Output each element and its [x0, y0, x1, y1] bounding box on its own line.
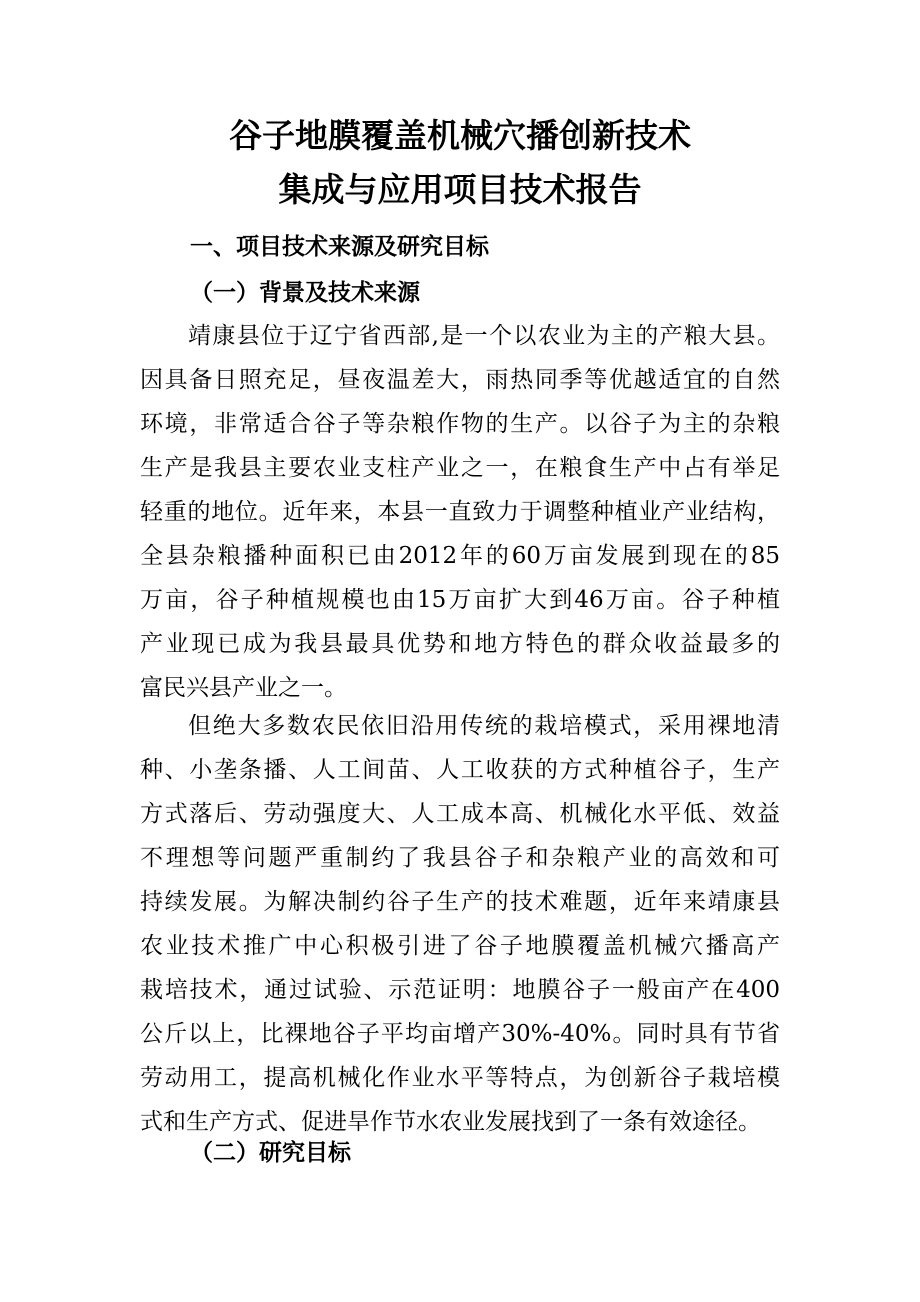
subsection-heading-background: （一）背景及技术来源: [190, 279, 420, 306]
paragraph-line: 种、小垄条播、人工间苗、人工收获的方式种植谷子，生产: [140, 757, 780, 783]
paragraph-line: 式和生产方式、促进旱作节水农业发展找到了一条有效途径。: [140, 1109, 761, 1135]
document-title-line-1: 谷子地膜覆盖机械穴播创新技术: [229, 116, 691, 155]
paragraph-line: 公斤以上，比裸地谷子平均亩增产30%-40%。同时具有节省: [140, 1021, 780, 1047]
subsection-heading-objectives: （二）研究目标: [190, 1139, 351, 1166]
paragraph-line: 生产是我县主要农业支柱产业之一，在粮食生产中占有举足: [140, 455, 780, 481]
paragraph-background: [140, 314, 780, 710]
paragraph-line: 持续发展。为解决制约谷子生产的技术难题，近年来靖康县: [140, 889, 780, 915]
paragraph-line: 但绝大多数农民依旧沿用传统的栽培模式，采用裸地清: [188, 713, 780, 739]
paragraph-line: 方式落后、劳动强度大、人工成本高、机械化水平低、效益: [140, 801, 780, 827]
paragraph-line: 产业现已成为我县最具优势和地方特色的群众收益最多的: [140, 631, 780, 657]
paragraph-line: 劳动用工，提高机械化作业水平等特点，为创新谷子栽培模: [140, 1065, 780, 1091]
paragraph-line: 富民兴县产业之一。: [140, 675, 347, 701]
paragraph-line: 不理想等问题严重制约了我县谷子和杂粮产业的高效和可: [140, 845, 780, 871]
paragraph-line: 万亩，谷子种植规模也由15万亩扩大到46万亩。谷子种植: [140, 587, 780, 613]
paragraph-line: 轻重的地位。近年来，本县一直致力于调整种植业产业结构，: [140, 499, 780, 525]
section-heading-1: 一、项目技术来源及研究目标: [190, 234, 489, 260]
paragraph-line: 因具备日照充足，昼夜温差大，雨热同季等优越适宜的自然: [140, 367, 780, 393]
paragraph-line: 靖康县位于辽宁省西部,是一个以农业为主的产粮大县。: [188, 323, 780, 349]
paragraph-problems: [140, 704, 780, 1144]
paragraph-line: 农业技术推广中心积极引进了谷子地膜覆盖机械穴播高产: [140, 933, 780, 959]
document-title-line-2: 集成与应用项目技术报告: [278, 170, 642, 209]
paragraph-line: 栽培技术，通过试验、示范证明：地膜谷子一般亩产在400: [140, 977, 780, 1003]
paragraph-line: 环境，非常适合谷子等杂粮作物的生产。以谷子为主的杂粮: [140, 411, 780, 437]
paragraph-line: 全县杂粮播种面积已由2012年的60万亩发展到现在的85: [140, 543, 780, 569]
